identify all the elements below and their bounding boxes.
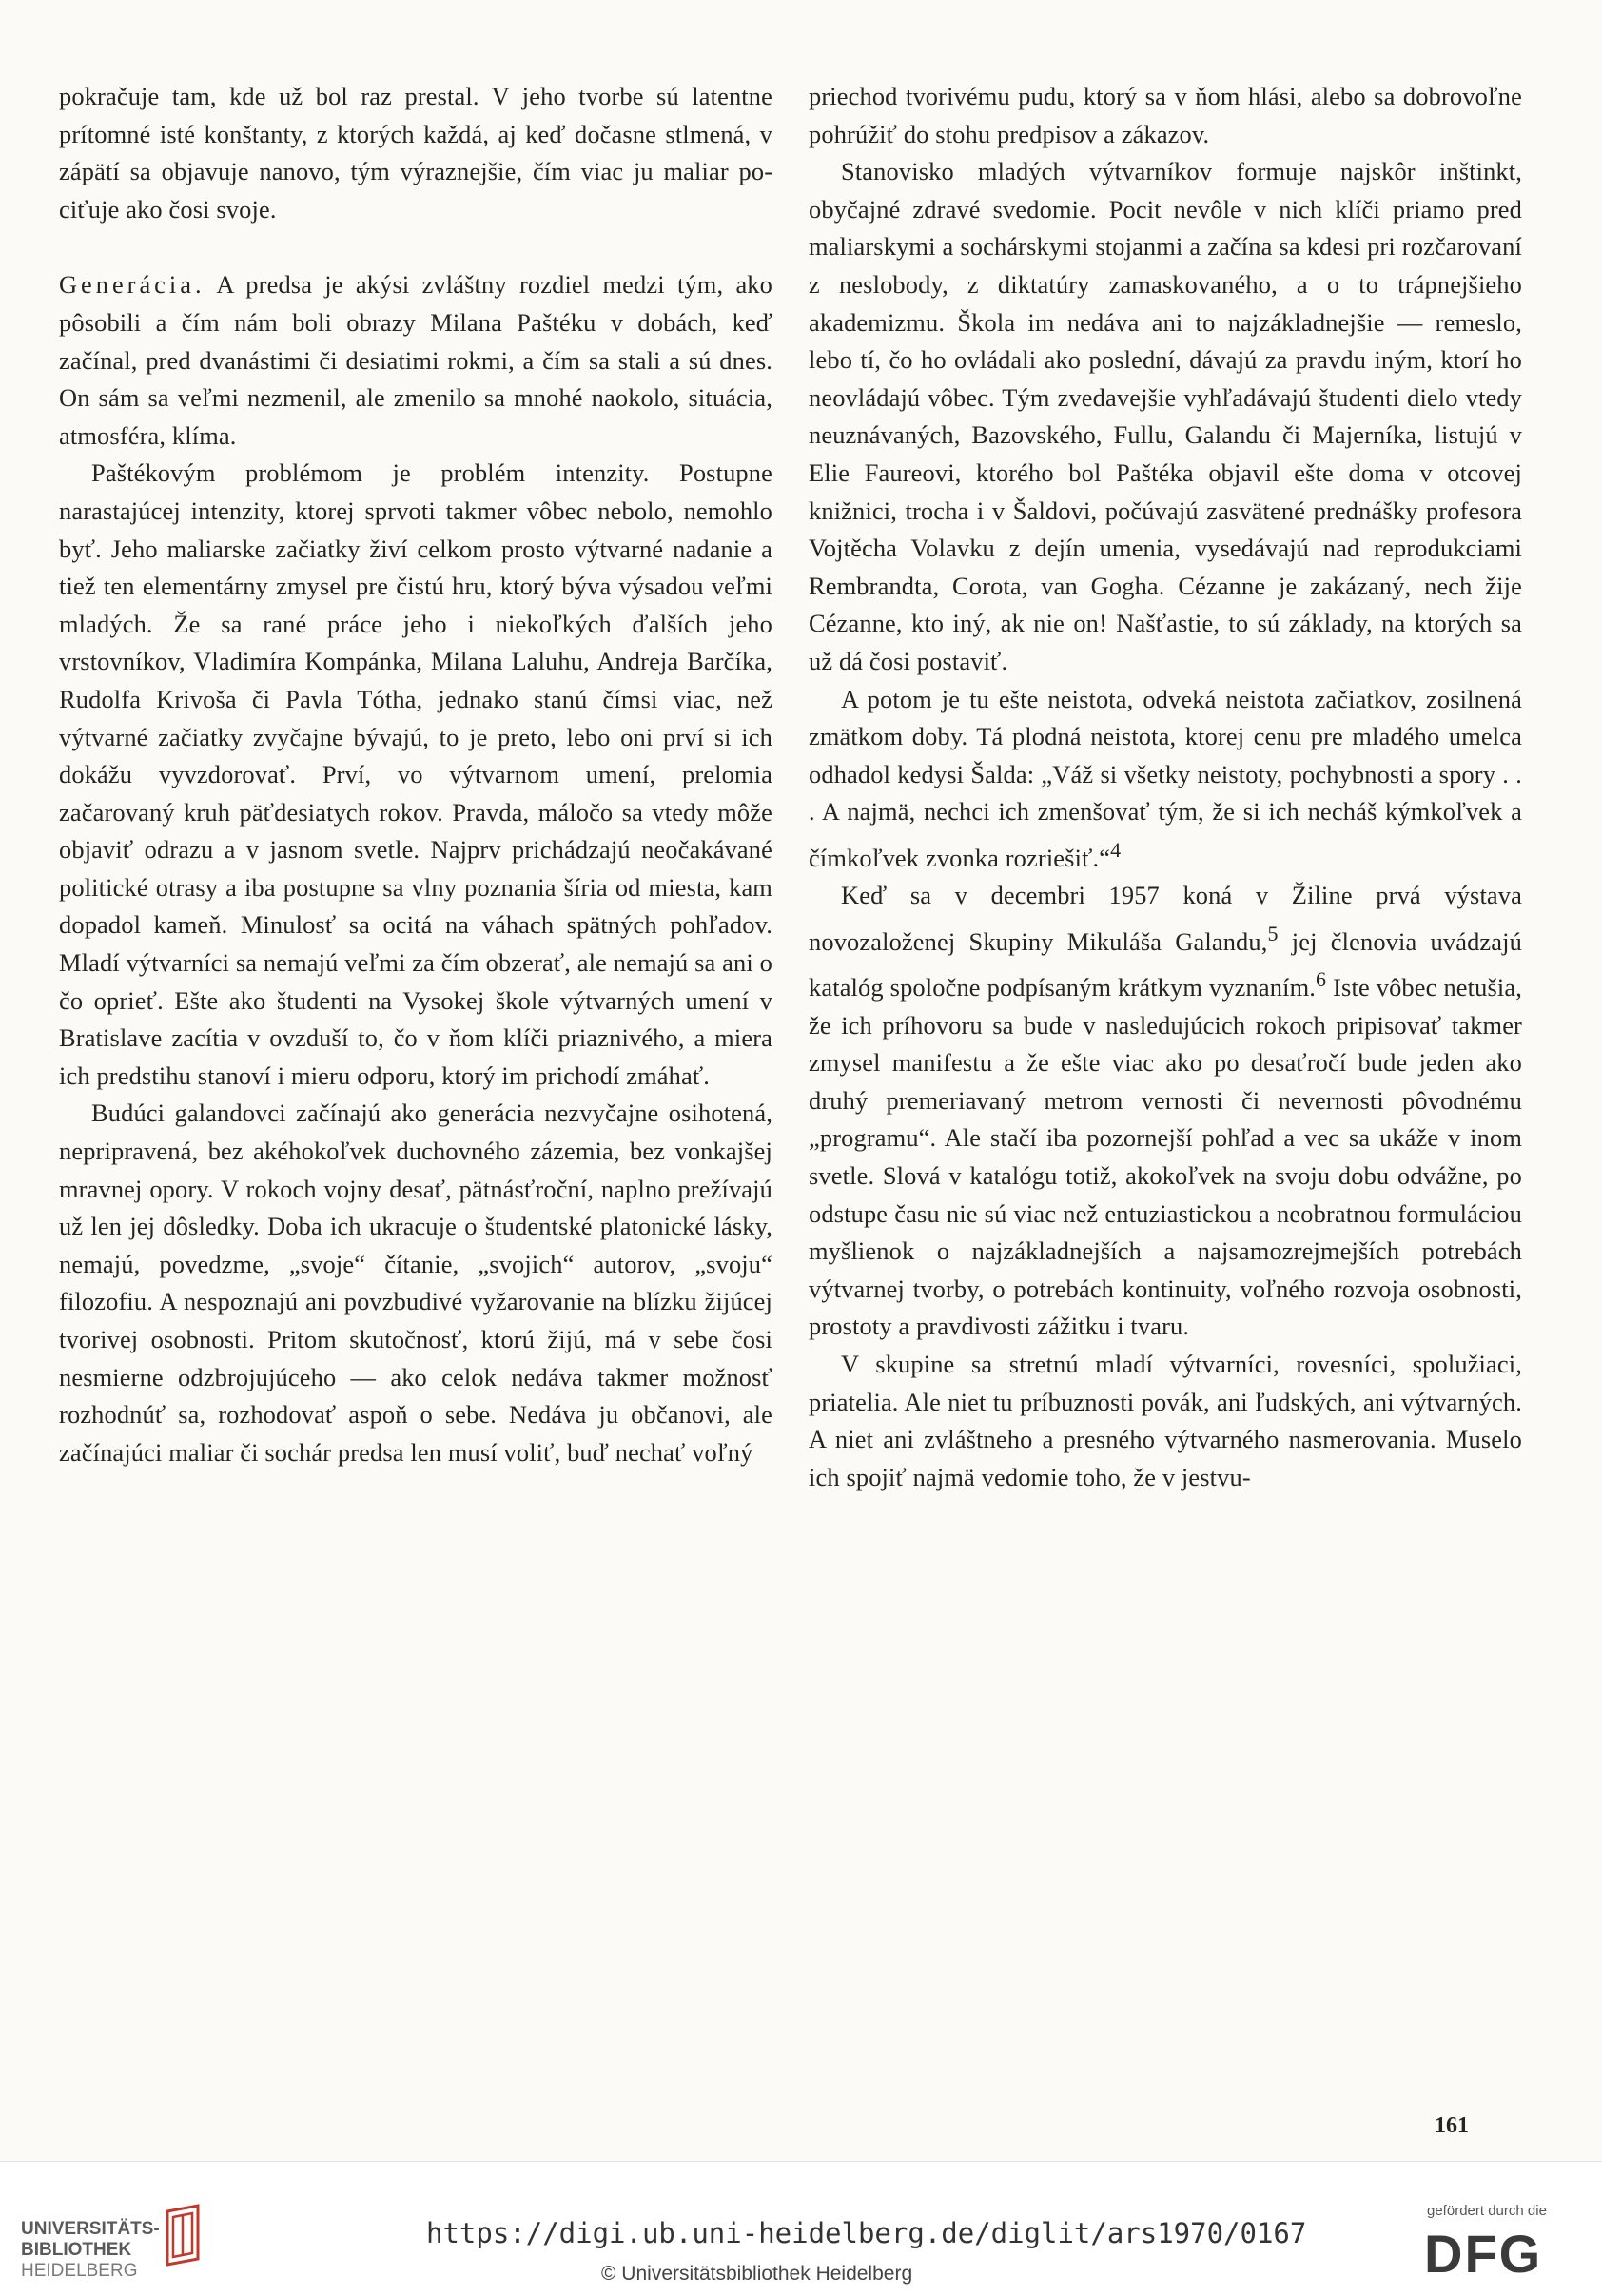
source-url-link[interactable]: https://digi.ub.uni-heidelberg.de/diglit/ars1970/0167 (426, 2217, 1307, 2249)
footnote-ref: 4 (1110, 837, 1122, 862)
digitization-footer (0, 2161, 1602, 2296)
ub-heidelberg-logo-mark-icon[interactable] (160, 2202, 207, 2268)
footnote-ref: 6 (1316, 967, 1327, 992)
paragraph (59, 266, 772, 455)
paragraph: V skupine sa stretnú mladí výtvarníci, rovesníci, spolužiaci, priatelia. Ale niet tu príbuznosti povák, ani ľudských, ani výtvarných. A niet ani zvláštneho a presného výtvarného nasmerovania. Muselo ich spojiť najmä vedomie toho, že v jestvu- (809, 1349, 1522, 1491)
paragraph: pokračuje tam, kde už bol raz prestal. V jeho tvorbe sú latentne prítomné isté konštanty, z ktorých každá, aj keď dočasne stlmená, v zápätí sa objavuje nanovo, tým výraznejšie, čím viac ju maliar pociťuje ako čosi svoje. (59, 82, 772, 224)
paragraph (809, 877, 1522, 1346)
svg-text:DFG: DFG (1424, 2225, 1543, 2278)
paragraph: Budúci galandovci začínajú ako generácia nezvyčajne osihotená, nepripravená, bez akéhokoľvek duchovného zázemia, bez vonkajšej mravnej opory. V rokoch vojny desať, pätnásťroční, naplno prežívajú už len jej dôsledky. Doba ich ukracuje o študentské platonické lásky, nemajú, povedzme, „svoje“ čítanie, „svojich“ autorov, „svoju“ filozofiu. A nespoznajú ani povzbudivé vyžarovanie na blízku žijúcej tvorivej osobnosti. Pritom skutočnosť, ktorú žijú, má v sebe čosi nesmierne odzbrojujúceho — ako celok nedáva takmer možnosť rozhodnúť sa, rozhodovať aspoň o sebe. Nedáva ju občanovi, ale začínajúci maliar či sochár predsa len musí voliť, buď nechať voľný (59, 1099, 772, 1467)
library-logo-text[interactable]: UNIVERSITÄTS- BIBLIOTHEK HEIDELBERG (21, 2219, 160, 2281)
text-column-right (809, 78, 1522, 1496)
paragraph-text: Keď sa v decembri 1957 koná v Žiline prvá výstava novozaloženej Skupiny Mikuláša Galandu, (809, 881, 1522, 956)
footnote-ref: 5 (1267, 921, 1279, 945)
paragraph: Stanovisko mladých výtvarníkov formuje najskôr inštinkt, obyčajné zdravé svedomie. Pocit nevôle v nich klíči priamo pred maliarskymi a sochárskymi stojanmi a začína sa kdesi pri rozčarovaní z neslobody, z diktatúry zamaskovaného, a o to trápnejšieho akademizmu. Škola im nedáva ani to najzákladnejšie — remeslo, lebo tí, čo ho ovládali ako poslední, dávajú za pravdu iným, ktorí ho neovládajú vôbec. Tým zvedavejšie vyhľadávajú študenti dielo vtedy neuznávaných, Bazovského, Fullu, Galandu či Majerníka, listujú v Elie Faureovi, ktorého bol Paštéka objavil ešte doma v otcovej knižnici, trocha i v Šaldovi, počúvajú zasvätené prednášky profesora Vojtěcha Volavku z dejín umenia, vysedávajú nad reprodukciami Rembrandta, Corota, van Gogha. Cézanne je zakázaný, nech žije Cézanne, kto iný, ak nie on! Našťastie, to sú základy, na ktorých sa už dá čosi postaviť. (809, 157, 1522, 675)
paragraph: Paštékovým problémom je problém intenzity. Postupne narastajúcej intenzity, ktorej sprvoti takmer vôbec nebolo, nemohlo byť. Jeho maliarske začiatky živí celkom prosto výtvarné nadanie a tiež ten elementárny zmysel pre čistú hru, ktorý býva výsadou veľmi mladých. Že sa rané práce jeho i niekoľkých ďalších jeho vrstovníkov, Vladimíra Kompánka, Milana Laluhu, Andreja Barčíka, Rudolfa Krivoša či Pavla Tótha, jednako stanú čímsi viac, než výtvarné začiatky zvyčajne bývajú, to je preto, lebo oni prví si ich dokážu vyvzdorovať. Prví, vo výtvarnom umení, prelomia začarovaný kruh päťdesiatych rokov. Pravda, máločo sa vtedy môže objaviť odrazu a v jasnom svetle. Najprv prichádzajú neočakávané politické otrasy a iba postupne sa vlny poznania šíria od miesta, kam dopadol kameň. Minulosť sa ocitá na váhach spätných pohľadov. Mladí výtvarníci sa nemajú veľmi za čím obzerať, ale nemajú sa ani o čo oprieť. Ešte ako študenti na Vysokej škole výtvarných umení v Bratislave zacítia v ovzduší to, čo v ňom klíči priaznivého, a miera ich predstihu stanoví i mieru odporu, ktorý im prichodí zmáhať. (59, 458, 772, 1090)
dfg-logo-icon[interactable] (1424, 2225, 1576, 2278)
paragraph-text: jej členovia uvádzajú katalóg spoločne podpísaným krátkym vyznaním. (809, 926, 1522, 1002)
paragraph-text: Iste vôbec netušia, že ich príhovoru sa bude v nasledujúcich rokoch pripisovať takmer zmysel manifestu a že ešte viac ako po desaťročí bude jeden ako druhý premeriavaný metrom vernosti či nevernosti pôvodnému „programu“. Ale stačí iba pozornejší pohľad a vec sa ukáže v inom svetle. Slová v katalógu totiž, akokoľvek na svoju dobu odvážne, po odstupe času nie sú viac než entuziastickou a neobratnou formuláciou myšlienok o najzákladnejších a najsamozrejmejších potrebách výtvarnej tvorby, o potrebách kontinuity, voľného rozvoja osobnosti, prostoty a pravdivosti zážitku i tvaru. (809, 973, 1522, 1341)
copyright-notice: © Universitätsbibliothek Heidelberg (601, 2263, 913, 2285)
paragraph-text: A potom je tu ešte neistota, odveká neistota začiatkov, zosilnená zmätkom doby. Tá plodná neistota, ktorej cenu pre mladého umelca odhadol kedysi Šalda: „Váž si všetky neistoty, pochybnosti a spory . . . A najmä, nechci ich zmenšovať tým, že si ich necháš kýmkoľvek a čímkoľvek zvonka rozriešiť.“ (809, 684, 1522, 872)
paragraph-text: A predsa je akýsi zvláštny rozdiel medzi tým, ako pôsobili a čím nám boli obrazy Milana Paštéku v dobách, keď začínal, pred dvanástimi či desiatimi rokmi, a čím sa stali a sú dnes. On sám sa veľmi nezmenil, ale zmenilo sa mnohé naokolo, situácia, atmosféra, klíma. (59, 270, 772, 450)
text-column-left (59, 78, 772, 1471)
funding-caption: gefördert durch die (1427, 2203, 1547, 2219)
section-heading: Generácia. (59, 270, 205, 300)
page-number: 161 (1435, 2113, 1469, 2138)
paragraph: priechod tvorivému pudu, ktorý sa v ňom hlási, alebo sa dobrovoľne pohrúžiť do stohu predpisov a zákazov. (809, 82, 1522, 148)
paragraph (809, 681, 1522, 878)
